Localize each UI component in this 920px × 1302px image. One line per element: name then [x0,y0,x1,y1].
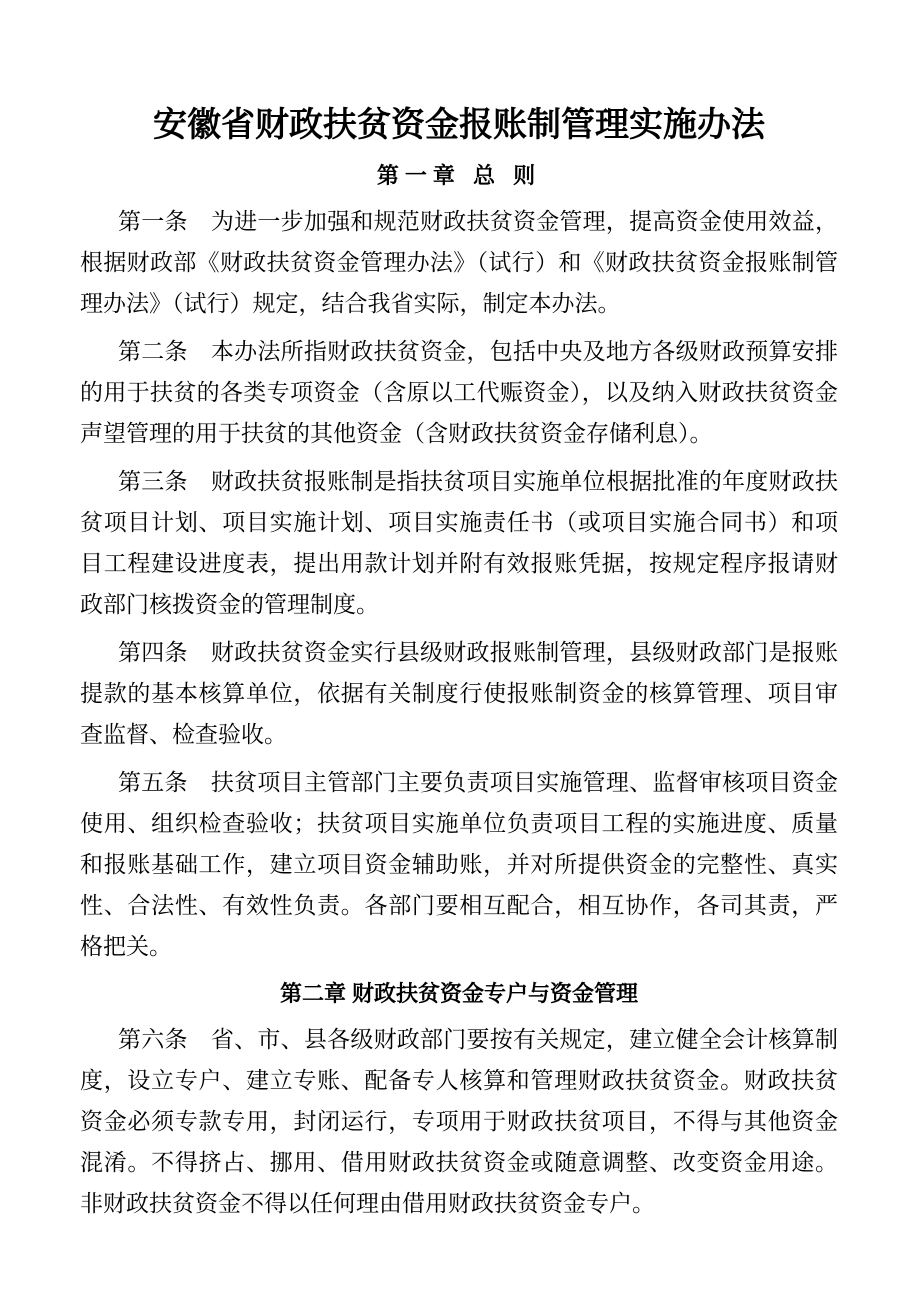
article-3: 第三条 财政扶贫报账制是指扶贫项目实施单位根据批准的年度财政扶贫项目计划、项目实施计划、项目实施责任书（或项目实施合同书）和项目工程建设进度表，提出用款计划并附有效报账凭据，按规定程序报请财政部门核拨资金的管理制度。 [80,469,838,617]
article-5: 第五条 扶贫项目主管部门主要负责项目实施管理、监督审核项目资金使用、组织检查验收；扶贫项目实施单位负责项目工程的实施进度、质量和报账基础工作，建立项目资金辅助账，并对所提供资金的完整性、真实性、合法性、有效性负责。各部门要相互配合，相互协作，各司其责，严格把关。 [80,770,838,959]
article-4: 第四条 财政扶贫资金实行县级财政报账制管理，县级财政部门是报账提款的基本核算单位，依据有关制度行使报账制资金的核算管理、项目审查监督、检查验收。 [80,640,838,747]
article-1: 第一条 为进一步加强和规范财政扶贫资金管理，提高资金使用效益，根据财政部《财政扶贫资金管理办法》（试行）和《财政扶贫资金报账制管理办法》（试行）规定，结合我省实际，制定本办法。 [80,209,838,316]
chapter-1-heading: 第一章 总 则 [376,163,542,188]
article-2: 第二条 本办法所指财政扶贫资金，包括中央及地方各级财政预算安排的用于扶贫的各类专项资金（含原以工代赈资金），以及纳入财政扶贫资金声望管理的用于扶贫的其他资金（含财政扶贫资金存储利息）。 [80,339,838,446]
document-title: 安徽省财政扶贫资金报账制管理实施办法 [153,107,765,144]
chapter-2-heading: 第二章 财政扶贫资金专户与资金管理 [279,981,639,1006]
article-6: 第六条 省、市、县各级财政部门要按有关规定，建立健全会计核算制度，设立专户、建立专账、配备专人核算和管理财政扶贫资金。财政扶贫资金必须专款专用，封闭运行，专项用于财政扶贫项目，不得与其他资金混淆。不得挤占、挪用、借用财政扶贫资金或随意调整、改变资金用途。非财政扶贫资金不得以任何理由借用财政扶贫资金专户。 [80,1027,838,1216]
